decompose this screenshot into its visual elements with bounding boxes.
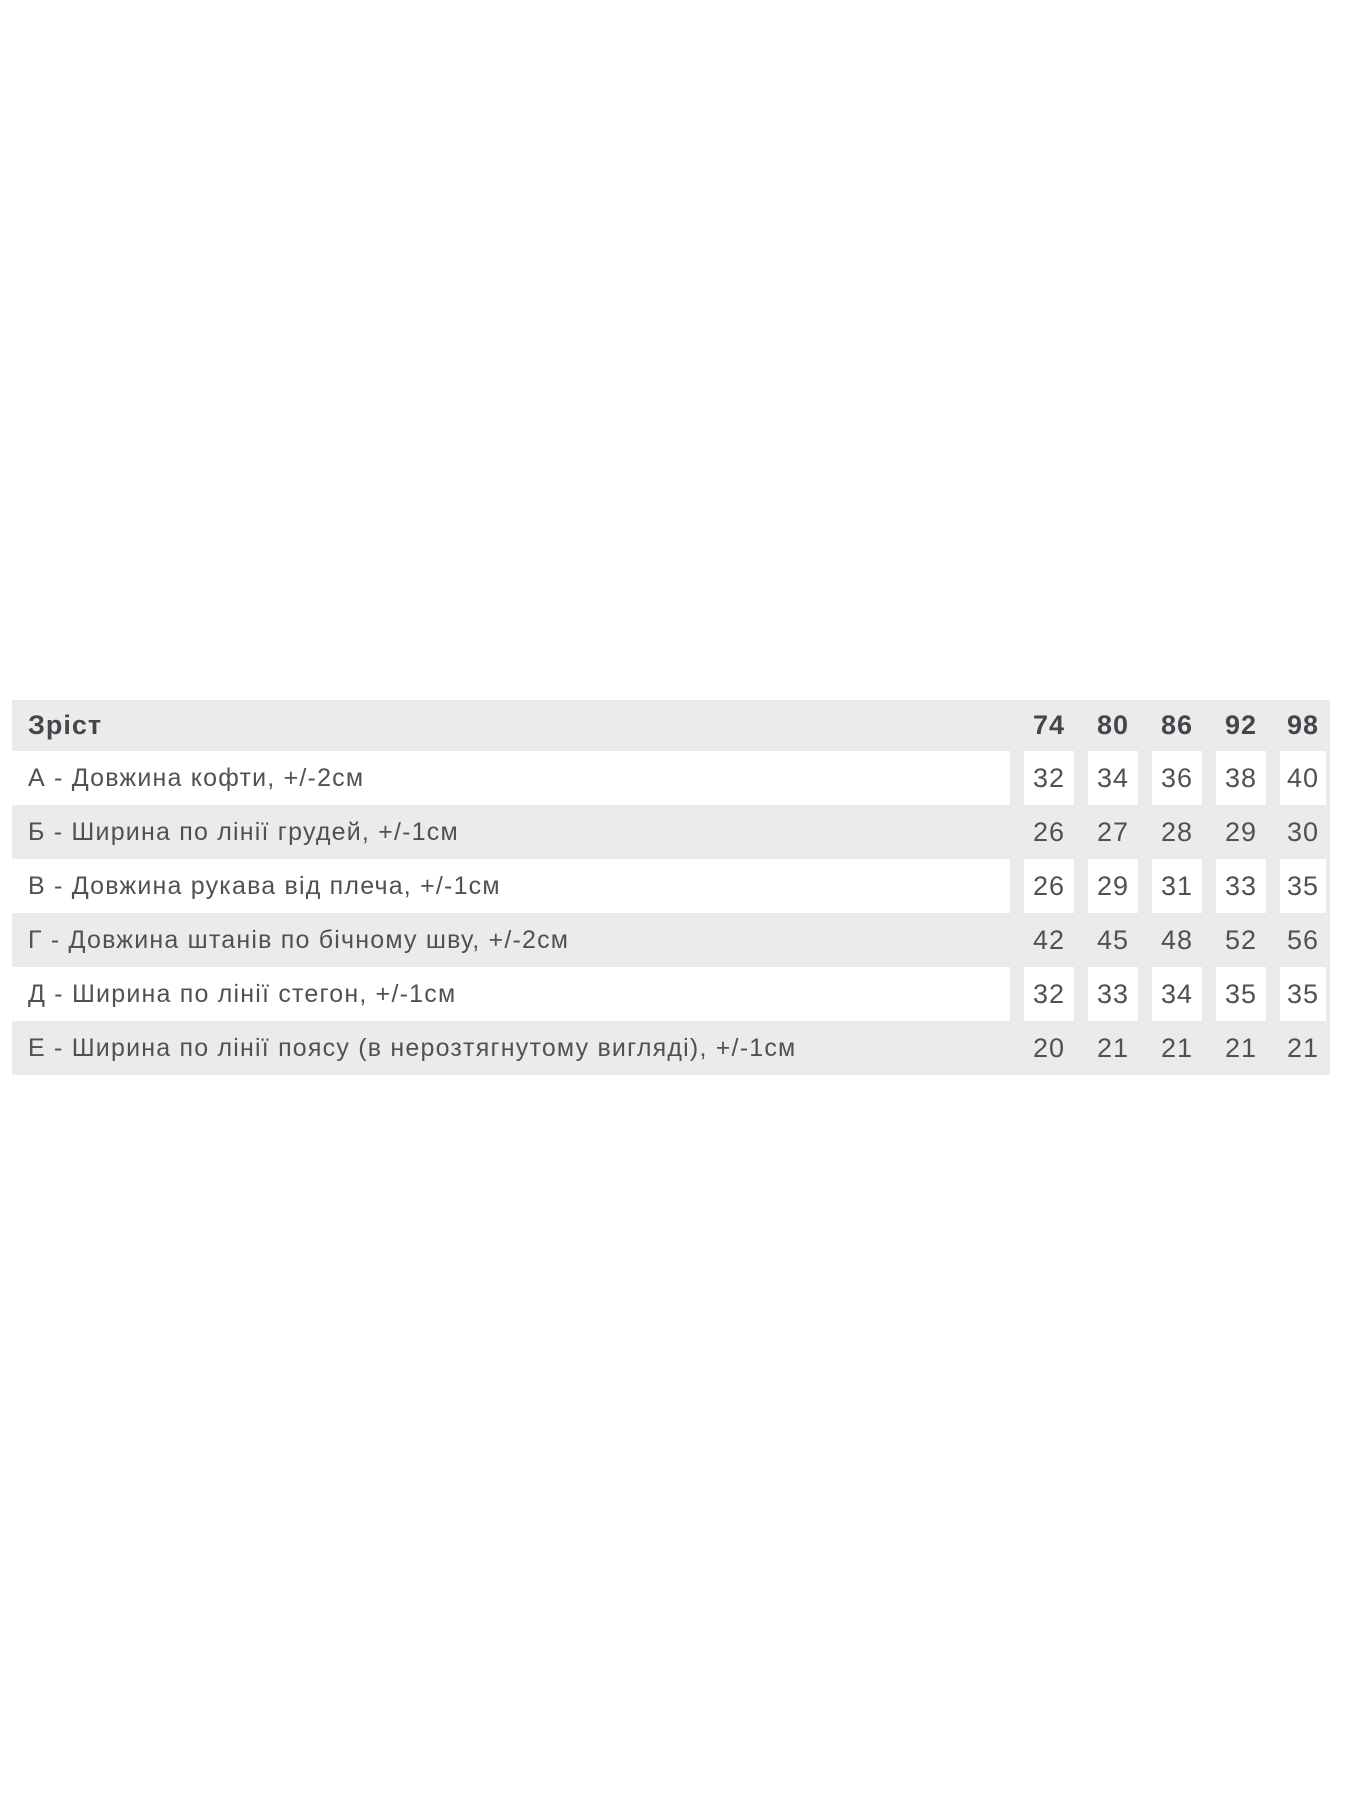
size-value-cell: 40 <box>1266 751 1330 805</box>
row-label: Е - Ширина по лінії поясу (в нерозтягнутому вигляді), +/-1см <box>28 1033 797 1062</box>
size-value-cell: 26 <box>1010 805 1074 859</box>
row-label: Г - Довжина штанів по бічному шву, +/-2см <box>28 925 570 954</box>
size-value-cell: 35 <box>1202 967 1266 1021</box>
size-value-cell: 32 <box>1010 751 1074 805</box>
table-row-g <box>12 913 1330 967</box>
size-chart-header-row <box>12 700 1330 751</box>
size-value-cell: 45 <box>1074 913 1138 967</box>
size-value-cell: 42 <box>1010 913 1074 967</box>
size-value-cell: 56 <box>1266 913 1330 967</box>
table-row-v <box>12 859 1330 913</box>
size-value-cell: 27 <box>1074 805 1138 859</box>
table-row-e <box>12 1021 1330 1075</box>
size-value-cell: 52 <box>1202 913 1266 967</box>
size-value-cell: 33 <box>1202 859 1266 913</box>
size-value-cell: 20 <box>1010 1021 1074 1075</box>
size-chart-title: Зріст <box>28 710 103 740</box>
size-column-header-74: 74 <box>1010 700 1074 751</box>
size-value-cell: 35 <box>1266 967 1330 1021</box>
size-value-cell: 38 <box>1202 751 1266 805</box>
size-value-cell: 21 <box>1074 1021 1138 1075</box>
size-value-cell: 48 <box>1138 913 1202 967</box>
size-value-cell: 28 <box>1138 805 1202 859</box>
size-value-cell: 30 <box>1266 805 1330 859</box>
size-value-cell: 21 <box>1138 1021 1202 1075</box>
size-value-cell: 35 <box>1266 859 1330 913</box>
size-value-cell: 33 <box>1074 967 1138 1021</box>
row-label: Б - Ширина по лінії грудей, +/-1см <box>28 817 459 846</box>
size-value-cell: 31 <box>1138 859 1202 913</box>
size-value-cell: 29 <box>1202 805 1266 859</box>
size-column-header-80: 80 <box>1074 700 1138 751</box>
size-column-header-86: 86 <box>1138 700 1202 751</box>
size-value-cell: 21 <box>1266 1021 1330 1075</box>
table-row-a <box>12 751 1330 805</box>
size-value-cell: 34 <box>1074 751 1138 805</box>
size-value-cell: 29 <box>1074 859 1138 913</box>
size-column-header-98: 98 <box>1266 700 1330 751</box>
size-value-cell: 21 <box>1202 1021 1266 1075</box>
size-value-cell: 36 <box>1138 751 1202 805</box>
size-column-header-92: 92 <box>1202 700 1266 751</box>
row-label: А - Довжина кофти, +/-2см <box>28 763 365 792</box>
size-value-cell: 34 <box>1138 967 1202 1021</box>
row-label: В - Довжина рукава від плеча, +/-1см <box>28 871 501 900</box>
size-value-cell: 32 <box>1010 967 1074 1021</box>
table-row-d <box>12 967 1330 1021</box>
size-chart-table <box>12 700 1330 1075</box>
size-value-cell: 26 <box>1010 859 1074 913</box>
table-row-b <box>12 805 1330 859</box>
row-label: Д - Ширина по лінії стегон, +/-1см <box>28 979 457 1008</box>
